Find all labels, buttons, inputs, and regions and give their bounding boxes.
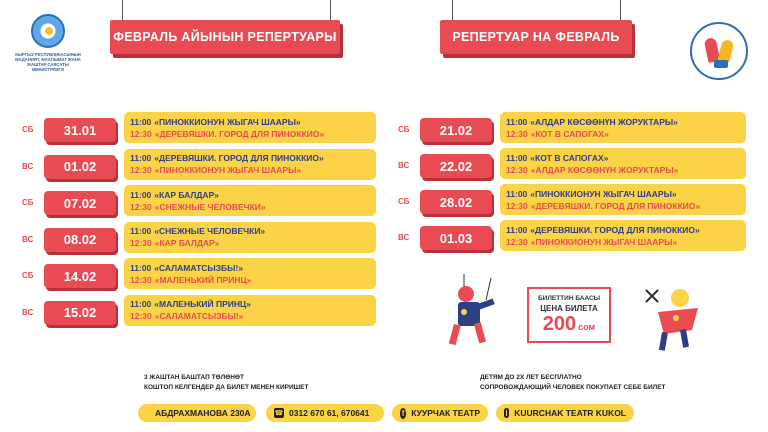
show-title: «САЛАМАТСЫЗБЫ!» (154, 262, 244, 273)
showtime-line (130, 310, 370, 322)
note-ky (144, 373, 309, 393)
day-label: ВС (22, 307, 34, 317)
showtime-line (130, 274, 370, 286)
address-pill (138, 404, 256, 422)
date-badge: 28.02 (420, 190, 492, 214)
price-label-ru: ЦЕНА БИЛЕТА (540, 304, 598, 313)
date-badge: 22.02 (420, 154, 492, 178)
show-time: 11:00 (130, 226, 152, 236)
show-time: 12:30 (506, 128, 528, 139)
ticket-price-box (527, 287, 611, 343)
showtime-line (506, 152, 740, 164)
day-label: СБ (22, 271, 34, 280)
phone-pill[interactable] (266, 404, 384, 422)
date-badge: 08.02 (44, 228, 116, 252)
puppet-blue-illustration (436, 272, 516, 352)
showtime-line (506, 128, 740, 140)
show-title: «ДЕРЕВЯШКИ. ГОРОД ДЛЯ ПИНОККИО» (530, 224, 700, 235)
show-title: «ПИНОККИОНУН ЖЫГАЧ ШААРЫ» (530, 188, 677, 199)
show-time: 11:00 (130, 153, 152, 163)
note-ky-line2: КОШТОП КЕЛГЕНДЕР ДА БИЛЕТ МЕНЕН КИРИШЕТ (144, 384, 309, 391)
note-ru-line2: СОПРОВОЖДАЮЩИЙ ЧЕЛОВЕК ПОКУПАЕТ СЕБЕ БИЛЕТ (480, 384, 666, 391)
day-label: ВС (22, 161, 34, 171)
showtime-line (506, 188, 740, 200)
right-title-banner: РЕПЕРТУАР НА ФЕВРАЛЬ (440, 20, 632, 54)
location-pin-icon (145, 410, 151, 416)
phone-icon: ☎ (274, 410, 284, 417)
show-time: 12:30 (130, 311, 152, 321)
show-time: 12:30 (130, 274, 152, 285)
showtime-line (130, 298, 370, 310)
show-time: 11:00 (506, 152, 528, 163)
show-time: 12:30 (506, 236, 528, 247)
show-time: 12:30 (506, 164, 528, 175)
instagram-icon (504, 408, 509, 418)
show-time: 11:00 (130, 116, 152, 127)
left-title-banner: ФЕВРАЛЬ АЙЫНЫН РЕПЕРТУАРЫ (110, 20, 340, 54)
day-label: СБ (22, 125, 34, 134)
date-badge: 01.03 (420, 226, 492, 250)
instagram-text: KUURCHAK TEATR KUKOL (514, 408, 626, 418)
show-title: «АЛДАР КӨСӨӨНҮН ЖОРУКТАРЫ» (530, 116, 678, 127)
showtime-line (506, 236, 740, 248)
showtime-line (130, 262, 370, 274)
showtime-line (506, 224, 740, 236)
showtime-line (130, 225, 370, 237)
ministry-logo-caption: КЫРГЫЗ РЕСПУБЛИКАСЫНЫН МАДАНИЯТ, МААЛЫМАТ ЖАНА ЖАШТАР САЯСАТЫ МИНИСТРЛИГИ (15, 52, 81, 72)
showtime-line (506, 164, 740, 176)
show-title: «ПИНОККИОНУН ЖЫГАЧ ШААРЫ» (530, 236, 678, 247)
date-badge: 21.02 (420, 118, 492, 142)
day-label: ВС (398, 161, 410, 170)
showtime-line (130, 152, 370, 164)
date-badge: 07.02 (44, 191, 116, 215)
showtimes-box (124, 295, 376, 326)
facebook-icon: f (401, 408, 405, 418)
showtimes-box (500, 220, 746, 251)
note-ru (480, 373, 666, 393)
day-label: ВС (398, 233, 410, 242)
showtime-line (130, 237, 370, 249)
showtimes-box (500, 184, 746, 215)
show-title: «КАР БАЛДАР» (154, 238, 220, 248)
show-time: 11:00 (506, 224, 528, 235)
show-time: 12:30 (130, 201, 152, 212)
date-badge: 14.02 (44, 264, 116, 288)
show-time: 12:30 (130, 238, 152, 248)
note-ru-line1: ДЕТЯМ ДО 2Х ЛЕТ БЕСПЛАТНО (480, 374, 582, 381)
day-label: ВС (22, 234, 34, 244)
showtimes-box (124, 112, 376, 143)
date-badge: 01.02 (44, 155, 116, 179)
price-amount: 200 (542, 313, 577, 335)
day-label: СБ (398, 197, 410, 206)
showtime-line (130, 189, 370, 201)
show-time: 11:00 (130, 189, 152, 200)
price-label-ky: БИЛЕТТИН БААСЫ (537, 295, 601, 302)
show-time: 11:00 (130, 262, 152, 273)
instagram-pill[interactable] (496, 404, 634, 422)
showtime-line (130, 201, 370, 213)
day-label: СБ (398, 125, 410, 134)
show-title: «КОТ В САПОГАХ» (530, 152, 609, 163)
show-title: «ПИНОККИОНУН ЖЫГАЧ ШААРЫ» (154, 116, 301, 127)
showtime-line (130, 164, 370, 176)
address-text: АБДРАХМАНОВА 230А (155, 408, 251, 418)
show-title: «САЛАМАТСЫЗБЫ!» (154, 311, 244, 321)
show-time: 12:30 (506, 200, 528, 211)
show-time: 11:00 (506, 116, 528, 127)
facebook-pill[interactable] (392, 404, 488, 422)
show-title: «МАЛЕНЬКИЙ ПРИНЦ» (154, 299, 251, 309)
phone-text: 0312 670 61, 670641 (289, 408, 370, 418)
day-label: СБ (22, 198, 34, 207)
show-title: «АЛДАР КӨСӨӨНҮН ЖОРУКТАРЫ» (530, 164, 679, 175)
show-time: 12:30 (130, 128, 152, 139)
show-time: 11:00 (130, 299, 152, 309)
show-title: «ДЕРЕВЯШКИ. ГОРОД ДЛЯ ПИНОККИО» (154, 153, 324, 163)
date-badge: 31.01 (44, 118, 116, 142)
show-title: «ПИНОККИОНУН ЖЫГАЧ ШААРЫ» (154, 165, 302, 175)
ministry-logo (12, 14, 84, 72)
show-title: «ДЕРЕВЯШКИ. ГОРОД ДЛЯ ПИНОККИО» (530, 200, 701, 211)
show-title: «ДЕРЕВЯШКИ. ГОРОД ДЛЯ ПИНОККИО» (154, 128, 325, 139)
show-title: «КОТ В САПОГАХ» (530, 128, 609, 139)
showtimes-box (124, 258, 376, 289)
showtime-line (506, 200, 740, 212)
date-badge: 15.02 (44, 301, 116, 325)
showtime-line (506, 116, 740, 128)
note-ky-line1: 3 ЖАШТАН БАШТАП ТӨЛӨНӨТ (144, 374, 244, 381)
facebook-text: КУУРЧАК ТЕАТР (411, 408, 480, 418)
show-title: «СНЕЖНЫЕ ЧЕЛОВЕЧКИ» (154, 226, 266, 236)
showtimes-box (500, 148, 746, 179)
show-title: «СНЕЖНЫЕ ЧЕЛОВЕЧКИ» (154, 201, 266, 212)
showtime-line (130, 128, 370, 140)
puppet-red-illustration (628, 282, 708, 354)
showtimes-box (124, 222, 376, 253)
showtime-line (130, 116, 370, 128)
show-time: 12:30 (130, 165, 152, 175)
showtimes-box (124, 149, 376, 180)
puppet-theatre-logo (690, 22, 748, 80)
showtimes-box (500, 112, 746, 143)
show-title: «МАЛЕНЬКИЙ ПРИНЦ» (154, 274, 252, 285)
price-currency: сом (578, 322, 596, 332)
show-time: 11:00 (506, 188, 528, 199)
show-title: «КАР БАЛДАР» (154, 189, 219, 200)
kyrgyz-emblem-icon (31, 14, 65, 48)
showtimes-box (124, 185, 376, 216)
